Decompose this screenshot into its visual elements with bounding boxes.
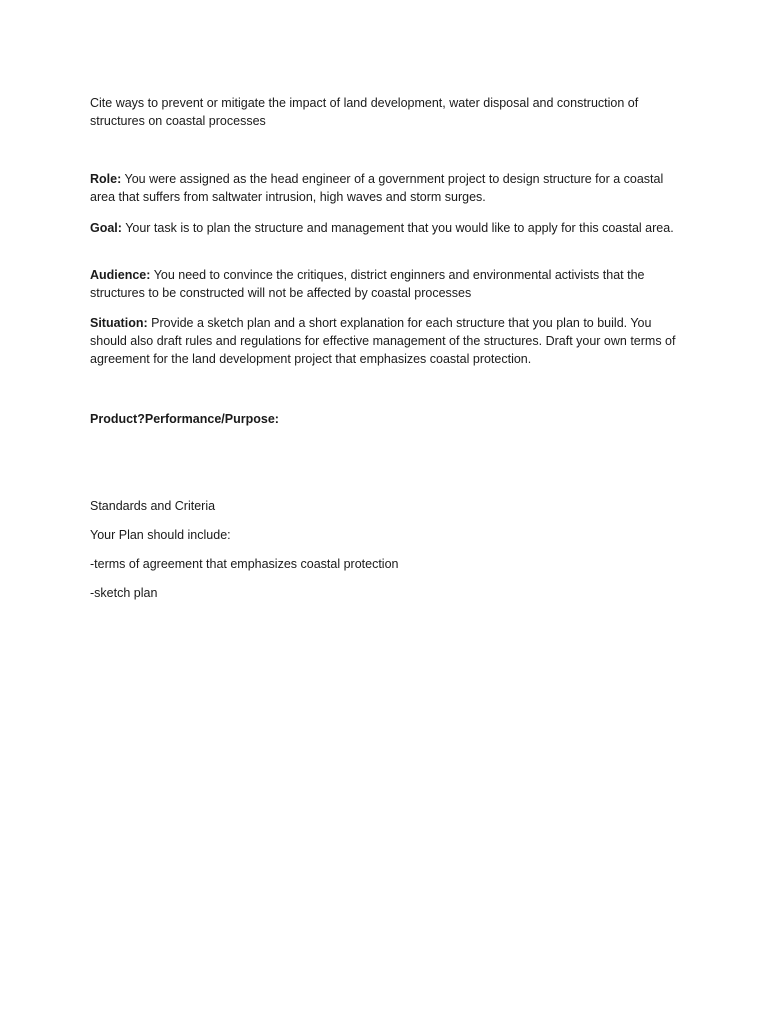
list-item: -terms of agreement that emphasizes coastal protection bbox=[90, 557, 399, 571]
role-paragraph bbox=[90, 170, 690, 206]
goal-paragraph bbox=[90, 219, 690, 237]
role-text: You were assigned as the head engineer of a government project to design structure for a coastal area that suffers from saltwater intrusion, high waves and storm surges. bbox=[90, 172, 664, 204]
audience-text: You need to convince the critiques, district enginners and environmental activists that the structures to be constructed will not be affected by coastal processes bbox=[90, 268, 645, 300]
role-label: Role: bbox=[90, 172, 122, 186]
intro-text: Cite ways to prevent or mitigate the impact of land development, water disposal and construction of structures on coastal processes bbox=[90, 96, 639, 128]
audience-label: Audience: bbox=[90, 268, 151, 282]
intro-paragraph bbox=[90, 94, 690, 130]
goal-label: Goal: bbox=[90, 221, 122, 235]
product-heading: Product?Performance/Purpose: bbox=[90, 412, 279, 426]
situation-label: Situation: bbox=[90, 316, 148, 330]
plan-include-heading: Your Plan should include: bbox=[90, 528, 231, 542]
audience-paragraph bbox=[90, 266, 690, 302]
situation-text: Provide a sketch plan and a short explanation for each structure that you plan to build. You should also draft rules and regulations for effective management of the structures. Draft your own terms of agreement for the land development project that emphasizes coastal protection. bbox=[90, 316, 676, 366]
list-item: -sketch plan bbox=[90, 586, 158, 600]
goal-text: Your task is to plan the structure and management that you would like to apply for this coastal area. bbox=[125, 221, 674, 235]
standards-heading: Standards and Criteria bbox=[90, 499, 216, 513]
situation-paragraph bbox=[90, 314, 690, 368]
